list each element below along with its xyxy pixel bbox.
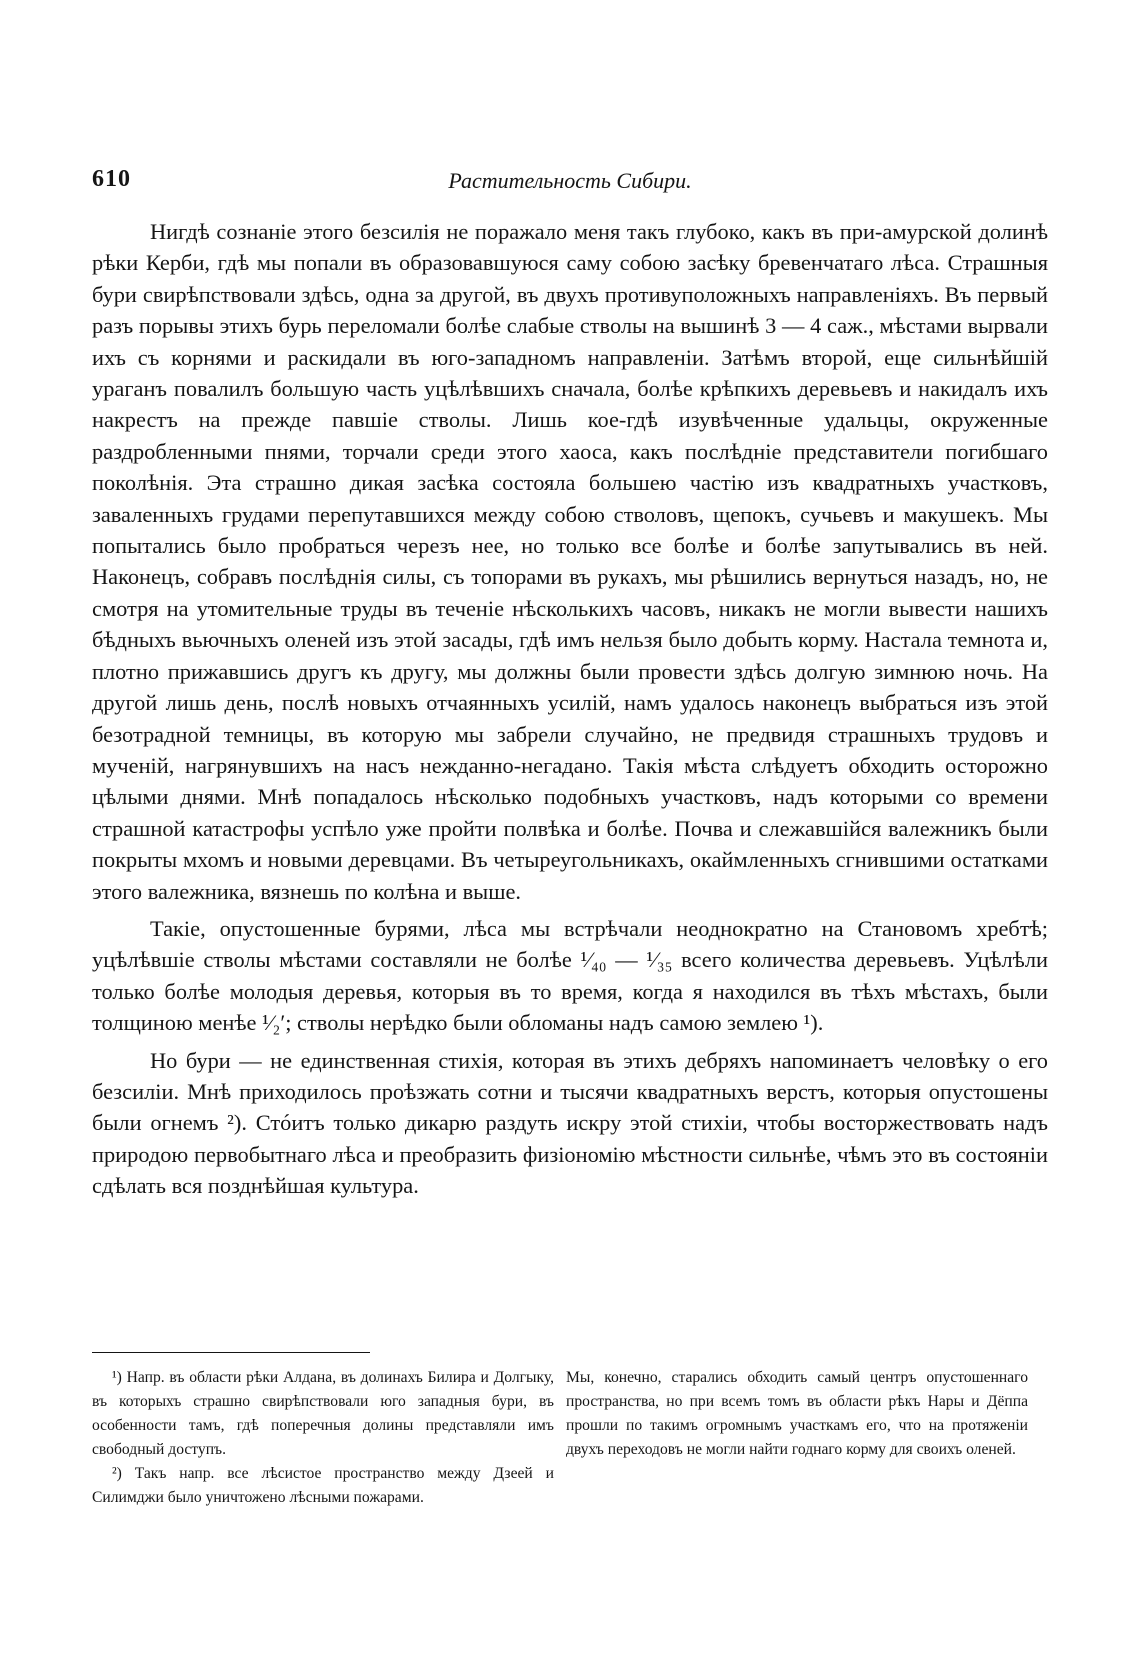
footnote-1: ¹) Напр. въ области рѣки Алдана, въ долинахъ Билира и Долгыку, въ которыхъ страшно свирѣпствовали юго западныя бури, въ особенности тамъ, гдѣ поперечныя долины представляли имъ свободный доступъ. — [92, 1369, 554, 1458]
main-text — [92, 216, 1048, 1208]
running-title: Растительность Сибири. — [448, 168, 692, 193]
footnote-2: ²) Такъ напр. все лѣсистое пространство между Дзеей и Силимджи было уничтожено лѣсными пожарами. — [92, 1465, 554, 1506]
paragraph-3: Но бури — не единственная стихія, которая въ этихъ дебряхъ напоминаетъ человѣку о его безсиліи. Мнѣ приходилось проѣзжать сотни и тысячи квадратныхъ верстъ, которыя опустошены были огнемъ ²). Стóитъ только дикарю раздуть искру этой стихіи, чтобы восторжествовать надъ природою первобытнаго лѣса и преобразить физіономію мѣстности сильнѣе, чѣмъ это въ состояніи сдѣлать вся позднѣйшая культура. — [92, 1047, 1048, 1199]
paragraph-1: Нигдѣ сознаніе этого безсилія не поражало меня такъ глубоко, какъ въ при-амурской долинѣ рѣки Керби, гдѣ мы попали въ образовавшуюся саму собою засѣку бревенчатаго лѣса. Страшныя бури свирѣпствовали здѣсь, одна за другой, въ двухъ противуположныхъ направленіяхъ. Въ первый разъ порывы этихъ бурь переломали болѣе слабые стволы на вышинѣ 3 — 4 саж., мѣстами вырвали ихъ съ корнями и раскидали въ юго-западномъ направленіи. Затѣмъ второй, еще сильнѣйшій ураганъ повалилъ большую часть уцѣлѣвшихъ сначала, болѣе крѣпкихъ деревьевъ и накидалъ ихъ накрестъ на прежде павшіе стволы. Лишь кое-гдѣ изувѣченные удальцы, окруженные раздробленными пнями, торчали среди этого хаоса, какъ послѣдніе представители погибшаго поколѣнія. Эта страшно дикая засѣка состояла большею частію изъ квадратныхъ участковъ, заваленныхъ грудами перепутавшихся между собою стволовъ, щепокъ, сучьевъ и макушекъ. Мы попытались было пробраться черезъ нее, но только все болѣе и болѣе запутывались въ ней. Наконецъ, собравъ послѣднія силы, съ топорами въ рукахъ, мы рѣшились вернуться назадъ, но, не смотря на утомительные труды въ теченіе нѣсколькихъ часовъ, никакъ не могли вывести нашихъ бѣдныхъ вьючныхъ оленей изъ этой засады, гдѣ имъ нельзя было добыть корму. Настала темнота и, плотно прижавшись другъ къ другу, мы должны были провести здѣсь долгую зимнюю ночь. На другой лишь день, послѣ новыхъ отчаянныхъ усилій, намъ удалось наконецъ выбраться изъ этой безотрадной темницы, въ которую мы забрели случайно, не предвидя страшныхъ трудовъ и мученій, нагрянувшихъ на насъ нежданно-негадано. Такія мѣста слѣдуетъ обходить осторожно цѣлыми днями. Мнѣ попадалось нѣсколько подобныхъ участковъ, надъ которыми со времени страшной катастрофы успѣло уже пройти полвѣка и болѣе. Почва и слежавшійся валежникъ были покрыты мхомъ и новыми деревцами. Въ четыреугольникахъ, окаймленныхъ сгнившими остатками этого валежника, вязнешь по колѣна и выше. — [92, 219, 1048, 904]
footnote-1-continued: Мы, конечно, старались обходить самый центръ опустошеннаго пространства, но при всемъ томъ въ области рѣкъ Нары и Дёппа прошли по такимъ огромнымъ участкамъ его, что на протяженіи двухъ переходовъ не могли найти годнаго корму для своихъ оленей. — [566, 1369, 1028, 1458]
footnotes-left-column — [92, 1366, 554, 1510]
footnote-divider — [92, 1352, 370, 1353]
paragraph-2: Такіе, опустошенные бурями, лѣса мы встрѣчали неоднократно на Становомъ хребтѣ; уцѣлѣвшіе стволы мѣстами составляли не болѣе ¹⁄₄₀ — ¹⁄₃₅ всего количества деревьевъ. Уцѣлѣли только болѣе молодыя деревья, которыя въ то время, когда я находился въ тѣхъ мѣстахъ, были толщиною менѣе ¹⁄₂′; стволы нерѣдко были обломаны надъ самою землею ¹). — [92, 915, 1048, 1036]
footnotes-right-column — [566, 1366, 1028, 1462]
page-header — [92, 166, 1048, 206]
page-number: 610 — [92, 166, 131, 192]
footnotes — [92, 1366, 1048, 1516]
